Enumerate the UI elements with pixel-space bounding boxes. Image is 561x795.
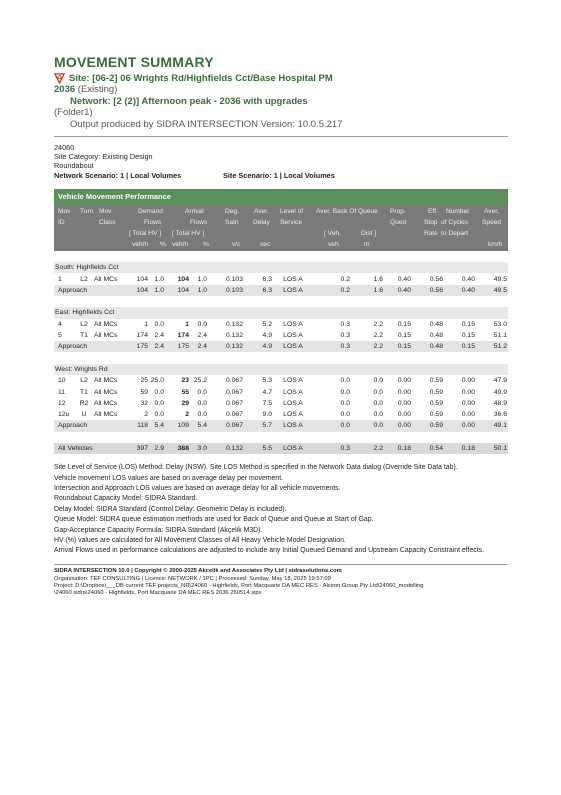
cell-eff: 0.48 bbox=[412, 330, 444, 341]
site-info bbox=[54, 143, 508, 180]
cell-satn: 0.067 bbox=[208, 375, 244, 386]
cell-dt: 174 bbox=[126, 330, 149, 341]
cell-dhv: 2.4 bbox=[149, 330, 165, 341]
approach-group-header bbox=[54, 307, 508, 318]
cell-dist: 0.0 bbox=[351, 409, 384, 420]
cell-satn: 0.067 bbox=[208, 386, 244, 397]
cell-veh: 0.0 bbox=[313, 409, 351, 420]
cell-ahv: 0.0 bbox=[190, 409, 208, 420]
cell-delay: 4.9 bbox=[244, 330, 273, 341]
row-spacer bbox=[54, 251, 508, 262]
note-5: Delay Model: SIDRA Standard (Control Delay: Geometric Delay is included). bbox=[54, 505, 287, 513]
site-existing: (Existing) bbox=[77, 84, 118, 95]
cell-veh: 0.3 bbox=[313, 319, 351, 330]
cell-at: 29 bbox=[165, 398, 190, 409]
cell-dist: 2.2 bbox=[351, 443, 384, 454]
cell-dhv: 25.0 bbox=[149, 375, 165, 386]
approach-name: West: Wrights Rd bbox=[54, 364, 508, 375]
col-cycles-1: Number bbox=[446, 207, 470, 215]
col-demand-1: Demand bbox=[138, 207, 163, 215]
cell-prop: 0.40 bbox=[384, 273, 412, 284]
cell-dt: 1 bbox=[126, 319, 149, 330]
cell-cyc: 0.00 bbox=[444, 420, 476, 431]
network-label: Network: [2 (2)] Afternoon peak - 2036 with upgrades bbox=[70, 96, 308, 107]
cell-veh: 0.0 bbox=[313, 420, 351, 431]
unit-veh: veh bbox=[328, 240, 339, 248]
unit-dist: m bbox=[364, 240, 370, 248]
cell-at: 388 bbox=[165, 443, 190, 454]
cell-eff: 0.48 bbox=[412, 341, 444, 352]
cell-id: 1 bbox=[54, 273, 75, 284]
cell-spd: 48.9 bbox=[476, 398, 508, 409]
cell-eff: 0.59 bbox=[412, 375, 444, 386]
cell-cyc: 0.00 bbox=[444, 409, 476, 420]
cell-turn: R2 bbox=[75, 398, 93, 409]
movement-row bbox=[54, 319, 508, 330]
note-4: Roundabout Capacity Model: SIDRA Standard. bbox=[54, 495, 198, 503]
site-label: Site: [06-2] 06 Wrights Rd/Highfields Cct/Base Hospital PM bbox=[69, 73, 333, 84]
cell-dist: 1.6 bbox=[351, 285, 384, 296]
cell-veh: 0.3 bbox=[313, 330, 351, 341]
cell-at: 1 bbox=[165, 319, 190, 330]
cell-cyc: 0.15 bbox=[444, 319, 476, 330]
table-title: Vehicle Movement Performance bbox=[54, 189, 508, 205]
cell-dhv: 0.0 bbox=[149, 386, 165, 397]
cell-los: LOS A bbox=[273, 319, 313, 330]
cell-delay: 4.9 bbox=[244, 341, 273, 352]
cell-at: 55 bbox=[165, 386, 190, 397]
cell-los: LOS A bbox=[273, 341, 313, 352]
note-6: Queue Model: SIDRA queue estimation methods are used for Back of Queue and Queue at Start of Gap. bbox=[54, 516, 374, 524]
cell-los: LOS A bbox=[273, 273, 313, 284]
note-8: HV (%) values are calculated for All Movement Classes of All Heavy Vehicle Model Designation. bbox=[54, 537, 346, 544]
footer-project-path: \24060 sidra\24060 - Highfields, Port Macquarie DA MEC RES 2036 250514.sipx bbox=[54, 589, 262, 596]
cell-id: 10 bbox=[54, 375, 75, 386]
approach-row bbox=[54, 285, 508, 296]
col-queue-dist: Dist ] bbox=[361, 229, 377, 237]
cell-dhv: 1.0 bbox=[149, 285, 165, 296]
cell-id: 12 bbox=[54, 398, 75, 409]
cell-at: 23 bbox=[165, 375, 190, 386]
job-number: 24060 bbox=[54, 143, 75, 152]
col-mov-class-1: Mov bbox=[99, 207, 112, 215]
cell-dhv: 1.0 bbox=[149, 273, 165, 284]
cell-delay: 5.2 bbox=[244, 319, 273, 330]
approach-row bbox=[54, 341, 508, 352]
cell-prop: 0.15 bbox=[384, 319, 412, 330]
cell-eff: 0.48 bbox=[412, 319, 444, 330]
note-2: Vehicle movement LOS values are based on average delay per movement. bbox=[54, 474, 284, 482]
cell-delay: 5.7 bbox=[244, 420, 273, 431]
col-aver-delay-1: Aver. bbox=[254, 207, 269, 215]
col-arrival-2: Flows bbox=[190, 218, 208, 226]
cell-cls: All MCs bbox=[93, 319, 126, 330]
row-label: Approach bbox=[54, 341, 126, 352]
cell-ahv: 25.2 bbox=[190, 375, 208, 386]
cell-dist: 2.2 bbox=[351, 341, 384, 352]
cell-cyc: 0.40 bbox=[444, 273, 476, 284]
cell-spd: 49.5 bbox=[476, 285, 508, 296]
col-deg-satn-1: Deg. bbox=[225, 207, 239, 215]
cell-prop: 0.00 bbox=[384, 398, 412, 409]
cell-cyc: 0.15 bbox=[444, 341, 476, 352]
cell-eff: 0.59 bbox=[412, 409, 444, 420]
cell-spd: 47.9 bbox=[476, 375, 508, 386]
cell-at: 2 bbox=[165, 409, 190, 420]
movement-row bbox=[54, 273, 508, 284]
cell-ahv: 3.0 bbox=[190, 443, 208, 454]
row-label: All Vehicles bbox=[54, 443, 126, 454]
page-title: MOVEMENT SUMMARY bbox=[54, 54, 214, 70]
col-los-2: Service bbox=[280, 218, 302, 226]
col-eff-1: Eff. bbox=[428, 207, 438, 215]
cell-dist: 2.2 bbox=[351, 319, 384, 330]
cell-los: LOS A bbox=[273, 386, 313, 397]
cell-satn: 0.132 bbox=[208, 330, 244, 341]
movement-row bbox=[54, 375, 508, 386]
cell-cyc: 0.15 bbox=[444, 330, 476, 341]
cell-cls: All MCs bbox=[93, 398, 126, 409]
cell-cls: All MCs bbox=[93, 273, 126, 284]
cell-at: 104 bbox=[165, 285, 190, 296]
cell-dist: 0.0 bbox=[351, 420, 384, 431]
col-speed-2: Speed bbox=[482, 218, 502, 226]
cell-cyc: 0.40 bbox=[444, 285, 476, 296]
note-7: Gap-Acceptance Capacity Formula: SIDRA Standard (Akçelik M3D). bbox=[54, 526, 263, 534]
site-scenario: Site Scenario: 1 | Local Volumes bbox=[223, 170, 335, 180]
site-year-line bbox=[54, 84, 508, 95]
row-spacer bbox=[54, 432, 508, 443]
cell-at: 109 bbox=[165, 420, 190, 431]
cell-dt: 118 bbox=[126, 420, 149, 431]
col-arrival-3: [ Total HV ] bbox=[172, 229, 205, 237]
cell-satn: 0.132 bbox=[208, 443, 244, 454]
vehicle-movement-performance-table bbox=[54, 189, 508, 454]
cell-id: 11 bbox=[54, 386, 75, 397]
col-mov-class-2: Class bbox=[99, 218, 116, 226]
cell-ahv: 0.0 bbox=[190, 398, 208, 409]
col-queue: Aver. Back Of Queue bbox=[316, 207, 378, 215]
cell-dt: 59 bbox=[126, 386, 149, 397]
cell-cls: All MCs bbox=[93, 330, 126, 341]
folder-label: (Folder1) bbox=[54, 107, 93, 118]
cell-satn: 0.132 bbox=[208, 341, 244, 352]
header-divider bbox=[54, 136, 508, 137]
cell-veh: 0.3 bbox=[313, 443, 351, 454]
network-scenario: Network Scenario: 1 | Local Volumes bbox=[54, 170, 182, 180]
cell-eff: 0.59 bbox=[412, 386, 444, 397]
col-mov-id-2: ID bbox=[58, 218, 65, 226]
cell-ahv: 2.4 bbox=[190, 341, 208, 352]
col-cycles-3: to Depart bbox=[441, 229, 469, 237]
cell-satn: 0.067 bbox=[208, 409, 244, 420]
col-demand-2: Flows bbox=[144, 218, 162, 226]
movement-rows bbox=[54, 251, 508, 454]
cell-dt: 175 bbox=[126, 341, 149, 352]
cell-prop: 0.18 bbox=[384, 443, 412, 454]
cell-spd: 36.6 bbox=[476, 409, 508, 420]
cell-id: 12u bbox=[54, 409, 75, 420]
col-los-1: Level of bbox=[280, 207, 304, 215]
cell-turn: L2 bbox=[75, 375, 93, 386]
approach-name: East: Highfields Cct bbox=[54, 307, 508, 318]
cell-satn: 0.103 bbox=[208, 273, 244, 284]
unit-satn: v/c bbox=[232, 240, 241, 248]
cell-id: 4 bbox=[54, 319, 75, 330]
col-demand-3: [ Total HV ] bbox=[129, 229, 162, 237]
cell-delay: 6.3 bbox=[244, 285, 273, 296]
approach-group-header bbox=[54, 262, 508, 273]
cell-spd: 51.2 bbox=[476, 341, 508, 352]
cell-turn: U bbox=[75, 409, 93, 420]
cell-dhv: 2.4 bbox=[149, 341, 165, 352]
cell-spd: 50.1 bbox=[476, 443, 508, 454]
cell-delay: 6.3 bbox=[244, 273, 273, 284]
cell-los: LOS A bbox=[273, 398, 313, 409]
col-eff-2: Stop bbox=[424, 218, 438, 226]
cell-dt: 397 bbox=[126, 443, 149, 454]
cell-dhv: 0.0 bbox=[149, 398, 165, 409]
output-version: Output produced by SIDRA INTERSECTION Version: 10.0.5.217 bbox=[70, 119, 343, 130]
cell-dt: 2 bbox=[126, 409, 149, 420]
cell-ahv: 1.0 bbox=[190, 285, 208, 296]
cell-cls: All MCs bbox=[93, 375, 126, 386]
footer-project: Project: D:\Dropbox\___DB current TEF projects_NR\24060 - Highfields, Port Macquarie DA MEC RES - Alceon Group Pty Ltd\24060_modelling bbox=[54, 582, 424, 589]
cell-eff: 0.54 bbox=[412, 443, 444, 454]
cell-veh: 0.0 bbox=[313, 398, 351, 409]
cell-spd: 49.5 bbox=[476, 273, 508, 284]
cell-dt: 25 bbox=[126, 375, 149, 386]
cell-spd: 49.1 bbox=[476, 420, 508, 431]
cell-veh: 0.3 bbox=[313, 341, 351, 352]
cell-id: 5 bbox=[54, 330, 75, 341]
movement-row bbox=[54, 330, 508, 341]
site-category: Site Category: Existing Design bbox=[54, 152, 153, 162]
cell-cls: All MCs bbox=[93, 386, 126, 397]
unit-a-hv: % bbox=[203, 240, 209, 248]
cell-ahv: 2.4 bbox=[190, 330, 208, 341]
movement-row bbox=[54, 386, 508, 397]
cell-turn: L2 bbox=[75, 319, 93, 330]
cell-spd: 49.9 bbox=[476, 386, 508, 397]
cell-los: LOS A bbox=[273, 443, 313, 454]
cell-los: LOS A bbox=[273, 330, 313, 341]
footer-copyright: SIDRA INTERSECTION 10.0 | Copyright © 2000-2025 Akcelik and Associates Pty Ltd | sidrasolutions.com bbox=[54, 568, 342, 575]
note-3: Intersection and Approach LOS values are based on average delay for all vehicle movements. bbox=[54, 484, 341, 492]
cell-cyc: 0.00 bbox=[444, 398, 476, 409]
cell-turn: T1 bbox=[75, 330, 93, 341]
col-aver-delay-2: Delay bbox=[253, 218, 270, 226]
cell-los: LOS A bbox=[273, 285, 313, 296]
cell-satn: 0.132 bbox=[208, 319, 244, 330]
row-spacer bbox=[54, 352, 508, 363]
cell-satn: 0.067 bbox=[208, 420, 244, 431]
cell-dist: 0.0 bbox=[351, 386, 384, 397]
row-label: Approach bbox=[54, 420, 126, 431]
movement-row bbox=[54, 409, 508, 420]
cell-eff: 0.56 bbox=[412, 285, 444, 296]
cell-delay: 7.5 bbox=[244, 398, 273, 409]
cell-ahv: 0.0 bbox=[190, 386, 208, 397]
cell-delay: 4.7 bbox=[244, 386, 273, 397]
cell-veh: 0.0 bbox=[313, 375, 351, 386]
cell-dist: 0.0 bbox=[351, 375, 384, 386]
movement-summary-page bbox=[54, 54, 508, 597]
row-label: Approach bbox=[54, 285, 126, 296]
cell-cls: All MCs bbox=[93, 409, 126, 420]
cell-delay: 5.5 bbox=[244, 443, 273, 454]
cell-at: 104 bbox=[165, 273, 190, 284]
approach-group-header bbox=[54, 364, 508, 375]
cell-spd: 53.0 bbox=[476, 319, 508, 330]
cell-prop: 0.00 bbox=[384, 420, 412, 431]
col-prop-qued-1: Prop. bbox=[390, 207, 406, 215]
notes bbox=[54, 464, 508, 556]
cell-satn: 0.067 bbox=[208, 398, 244, 409]
unit-d-total: veh/h bbox=[132, 240, 149, 248]
cell-dist: 0.0 bbox=[351, 398, 384, 409]
cell-dist: 1.6 bbox=[351, 273, 384, 284]
cell-dhv: 2.9 bbox=[149, 443, 165, 454]
cell-veh: 0.2 bbox=[313, 285, 351, 296]
site-heading bbox=[54, 73, 508, 84]
cell-dt: 104 bbox=[126, 285, 149, 296]
cell-los: LOS A bbox=[273, 420, 313, 431]
cell-cyc: 0.00 bbox=[444, 375, 476, 386]
cell-at: 174 bbox=[165, 330, 190, 341]
cell-ahv: 0.0 bbox=[190, 319, 208, 330]
footer-organisation: Organisation: TEF CONSULTING | Licence: NETWORK / 1PC | Processed: Sunday, May 18, 2025 19:57:09 bbox=[54, 575, 331, 582]
cell-turn: T1 bbox=[75, 386, 93, 397]
unit-d-hv: % bbox=[160, 240, 166, 248]
intersection-type: Roundabout bbox=[54, 161, 94, 171]
cell-los: LOS A bbox=[273, 409, 313, 420]
cell-dt: 104 bbox=[126, 273, 149, 284]
cell-satn: 0.103 bbox=[208, 285, 244, 296]
cell-veh: 0.2 bbox=[313, 273, 351, 284]
cell-cyc: 0.18 bbox=[444, 443, 476, 454]
cell-ahv: 1.0 bbox=[190, 273, 208, 284]
cell-prop: 0.00 bbox=[384, 386, 412, 397]
note-1: Site Level of Service (LOS) Method: Delay (NSW). Site LOS Method is specified in the Network Data dialog (Override Site Data tab). bbox=[54, 464, 458, 472]
cell-delay: 5.3 bbox=[244, 375, 273, 386]
cell-dist: 2.2 bbox=[351, 330, 384, 341]
unit-a-total: veh/h bbox=[172, 240, 189, 248]
cell-veh: 0.0 bbox=[313, 386, 351, 397]
cell-prop: 0.00 bbox=[384, 409, 412, 420]
cell-turn: L2 bbox=[75, 273, 93, 284]
cell-dhv: 5.4 bbox=[149, 420, 165, 431]
cell-spd: 51.1 bbox=[476, 330, 508, 341]
cell-delay: 9.0 bbox=[244, 409, 273, 420]
cell-ahv: 5.4 bbox=[190, 420, 208, 431]
cell-prop: 0.15 bbox=[384, 341, 412, 352]
movement-row bbox=[54, 398, 508, 409]
unit-delay: sec bbox=[260, 240, 271, 248]
cell-prop: 0.40 bbox=[384, 285, 412, 296]
cell-eff: 0.59 bbox=[412, 398, 444, 409]
cell-at: 175 bbox=[165, 341, 190, 352]
cell-prop: 0.15 bbox=[384, 330, 412, 341]
column-headers bbox=[54, 205, 508, 251]
col-deg-satn-2: Satn bbox=[225, 218, 239, 226]
scenario-line bbox=[54, 171, 508, 180]
unit-speed: km/h bbox=[488, 240, 503, 248]
cell-prop: 0.00 bbox=[384, 375, 412, 386]
cell-dt: 32 bbox=[126, 398, 149, 409]
roundabout-triangle-icon bbox=[54, 73, 65, 84]
col-arrival-1: Arrival bbox=[185, 207, 204, 215]
approach-row bbox=[54, 420, 508, 431]
col-speed-1: Aver. bbox=[484, 207, 499, 215]
cell-dhv: 0.0 bbox=[149, 409, 165, 420]
site-year: 2036 bbox=[54, 84, 76, 95]
col-turn: Turn bbox=[80, 207, 94, 215]
row-spacer bbox=[54, 296, 508, 307]
approach-name: South: Highfields Cct bbox=[54, 262, 508, 273]
cell-eff: 0.56 bbox=[412, 273, 444, 284]
cell-cyc: 0.00 bbox=[444, 386, 476, 397]
col-mov-id-1: Mov bbox=[58, 207, 71, 215]
col-queue-veh: [ Veh. bbox=[324, 229, 341, 237]
cell-dhv: 0.0 bbox=[149, 319, 165, 330]
all-vehicles-row bbox=[54, 443, 508, 454]
footer bbox=[54, 564, 508, 597]
col-prop-qued-2: Qued bbox=[390, 218, 407, 226]
cell-eff: 0.59 bbox=[412, 420, 444, 431]
note-9: Arrival Flows used in performance calculations are adjusted to include any Initial Queued Demand and Upstream Capacity Constraint effects. bbox=[54, 547, 484, 555]
col-eff-3: Rate bbox=[424, 229, 438, 237]
cell-los: LOS A bbox=[273, 375, 313, 386]
col-cycles-2: of Cycles bbox=[441, 218, 469, 226]
